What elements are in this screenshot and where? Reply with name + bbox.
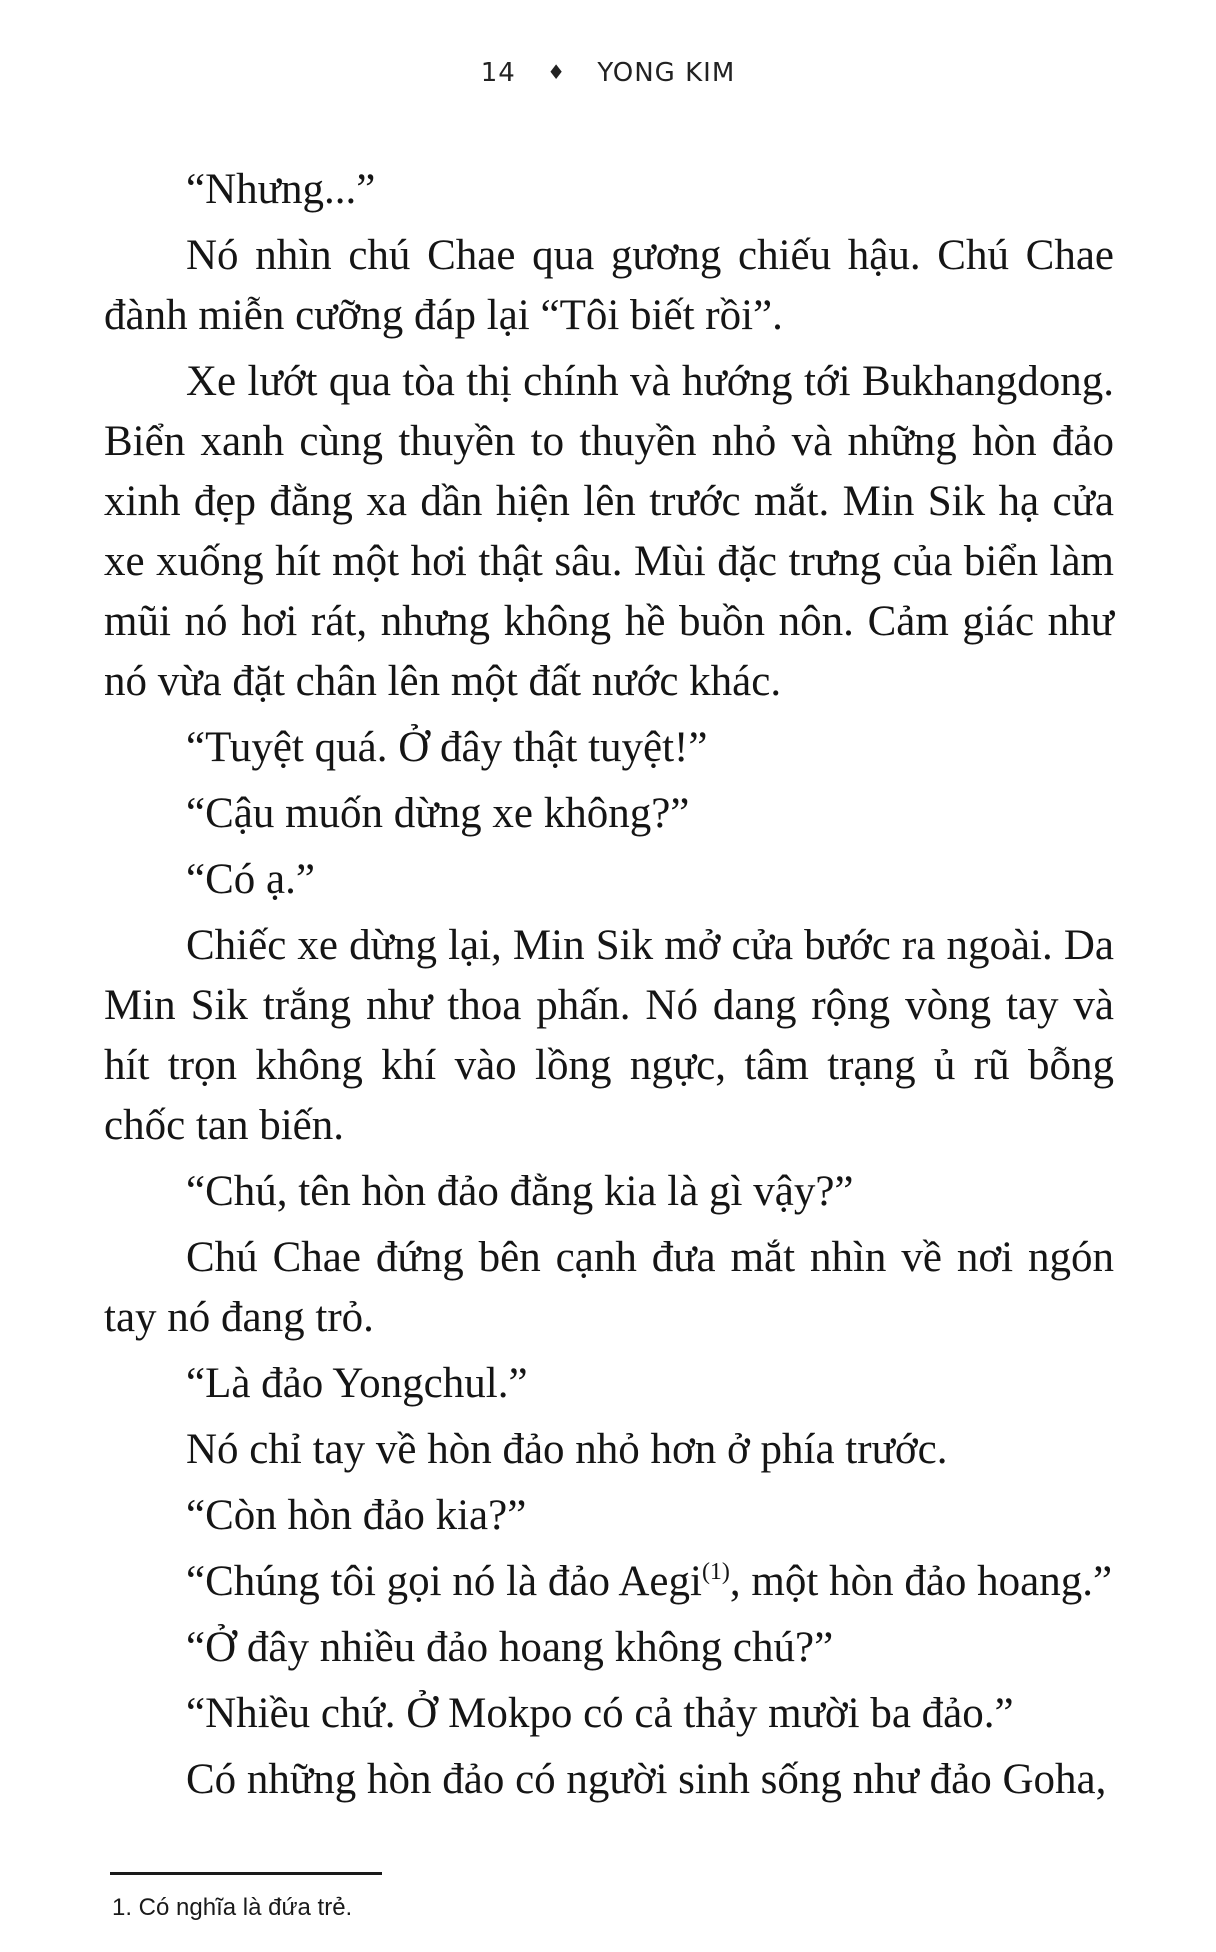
body-text (104, 160, 1114, 1816)
paragraph-dialog: “Chú, tên hòn đảo đằng kia là gì vậy?” (186, 1168, 854, 1215)
paragraph: Chú Chae đứng bên cạnh đưa mắt nhìn về nơi ngón tay nó đang trỏ. (104, 1234, 1114, 1341)
paragraph: Nó nhìn chú Chae qua gương chiếu hậu. Chú Chae đành miễn cưỡng đáp lại “Tôi biết rồi”. (104, 232, 1114, 339)
footnote-divider (110, 1872, 382, 1875)
footnote-marker: (1) (701, 1559, 730, 1585)
paragraph-dialog: “Có ạ.” (186, 856, 315, 903)
running-header (0, 58, 1216, 88)
paragraph-dialog: “Ở đây nhiều đảo hoang không chú?” (186, 1624, 834, 1671)
aegi-line-after: , một hòn đảo hoang.” (729, 1558, 1113, 1605)
diamond-separator-icon: ♦ (547, 60, 567, 84)
paragraph-dialog: “Là đảo Yongchul.” (186, 1360, 528, 1407)
paragraph-dialog: Có những hòn đảo có người sinh sống như đảo Goha, (186, 1756, 1107, 1803)
paragraph-dialog: “Nhưng...” (186, 166, 376, 213)
paragraph: Chiếc xe dừng lại, Min Sik mở cửa bước ra ngoài. Da Min Sik trắng như thoa phấn. Nó dang rộng vòng tay và hít trọn không khí vào lồng ngực, tâm trạng ủ rũ bỗng chốc tan biến. (104, 922, 1114, 1149)
page-number: 14 (480, 58, 516, 88)
paragraph-dialog: “Còn hòn đảo kia?” (186, 1492, 527, 1539)
paragraph-dialog-with-footnote (104, 1552, 1114, 1612)
paragraph: Xe lướt qua tòa thị chính và hướng tới Bukhangdong. Biển xanh cùng thuyền to thuyền nhỏ và những hòn đảo xinh đẹp đằng xa dần hiện lên trước mắt. Min Sik hạ cửa xe xuống hít một hơi thật sâu. Mùi đặc trưng của biển làm mũi nó hơi rát, nhưng không hề buồn nôn. Cảm giác như nó vừa đặt chân lên một đất nước khác. (104, 358, 1114, 705)
paragraph-dialog: “Nhiều chứ. Ở Mokpo có cả thảy mười ba đảo.” (186, 1690, 1014, 1737)
paragraph-dialog: “Cậu muốn dừng xe không?” (186, 790, 690, 837)
author-name: YONG KIM (597, 58, 736, 88)
aegi-line-before: “Chúng tôi gọi nó là đảo Aegi (186, 1558, 702, 1605)
paragraph-dialog: Nó chỉ tay về hòn đảo nhỏ hơn ở phía trước. (186, 1426, 948, 1473)
footnote: 1. Có nghĩa là đứa trẻ. (112, 1894, 353, 1921)
paragraph-dialog: “Tuyệt quá. Ở đây thật tuyệt!” (186, 724, 708, 771)
